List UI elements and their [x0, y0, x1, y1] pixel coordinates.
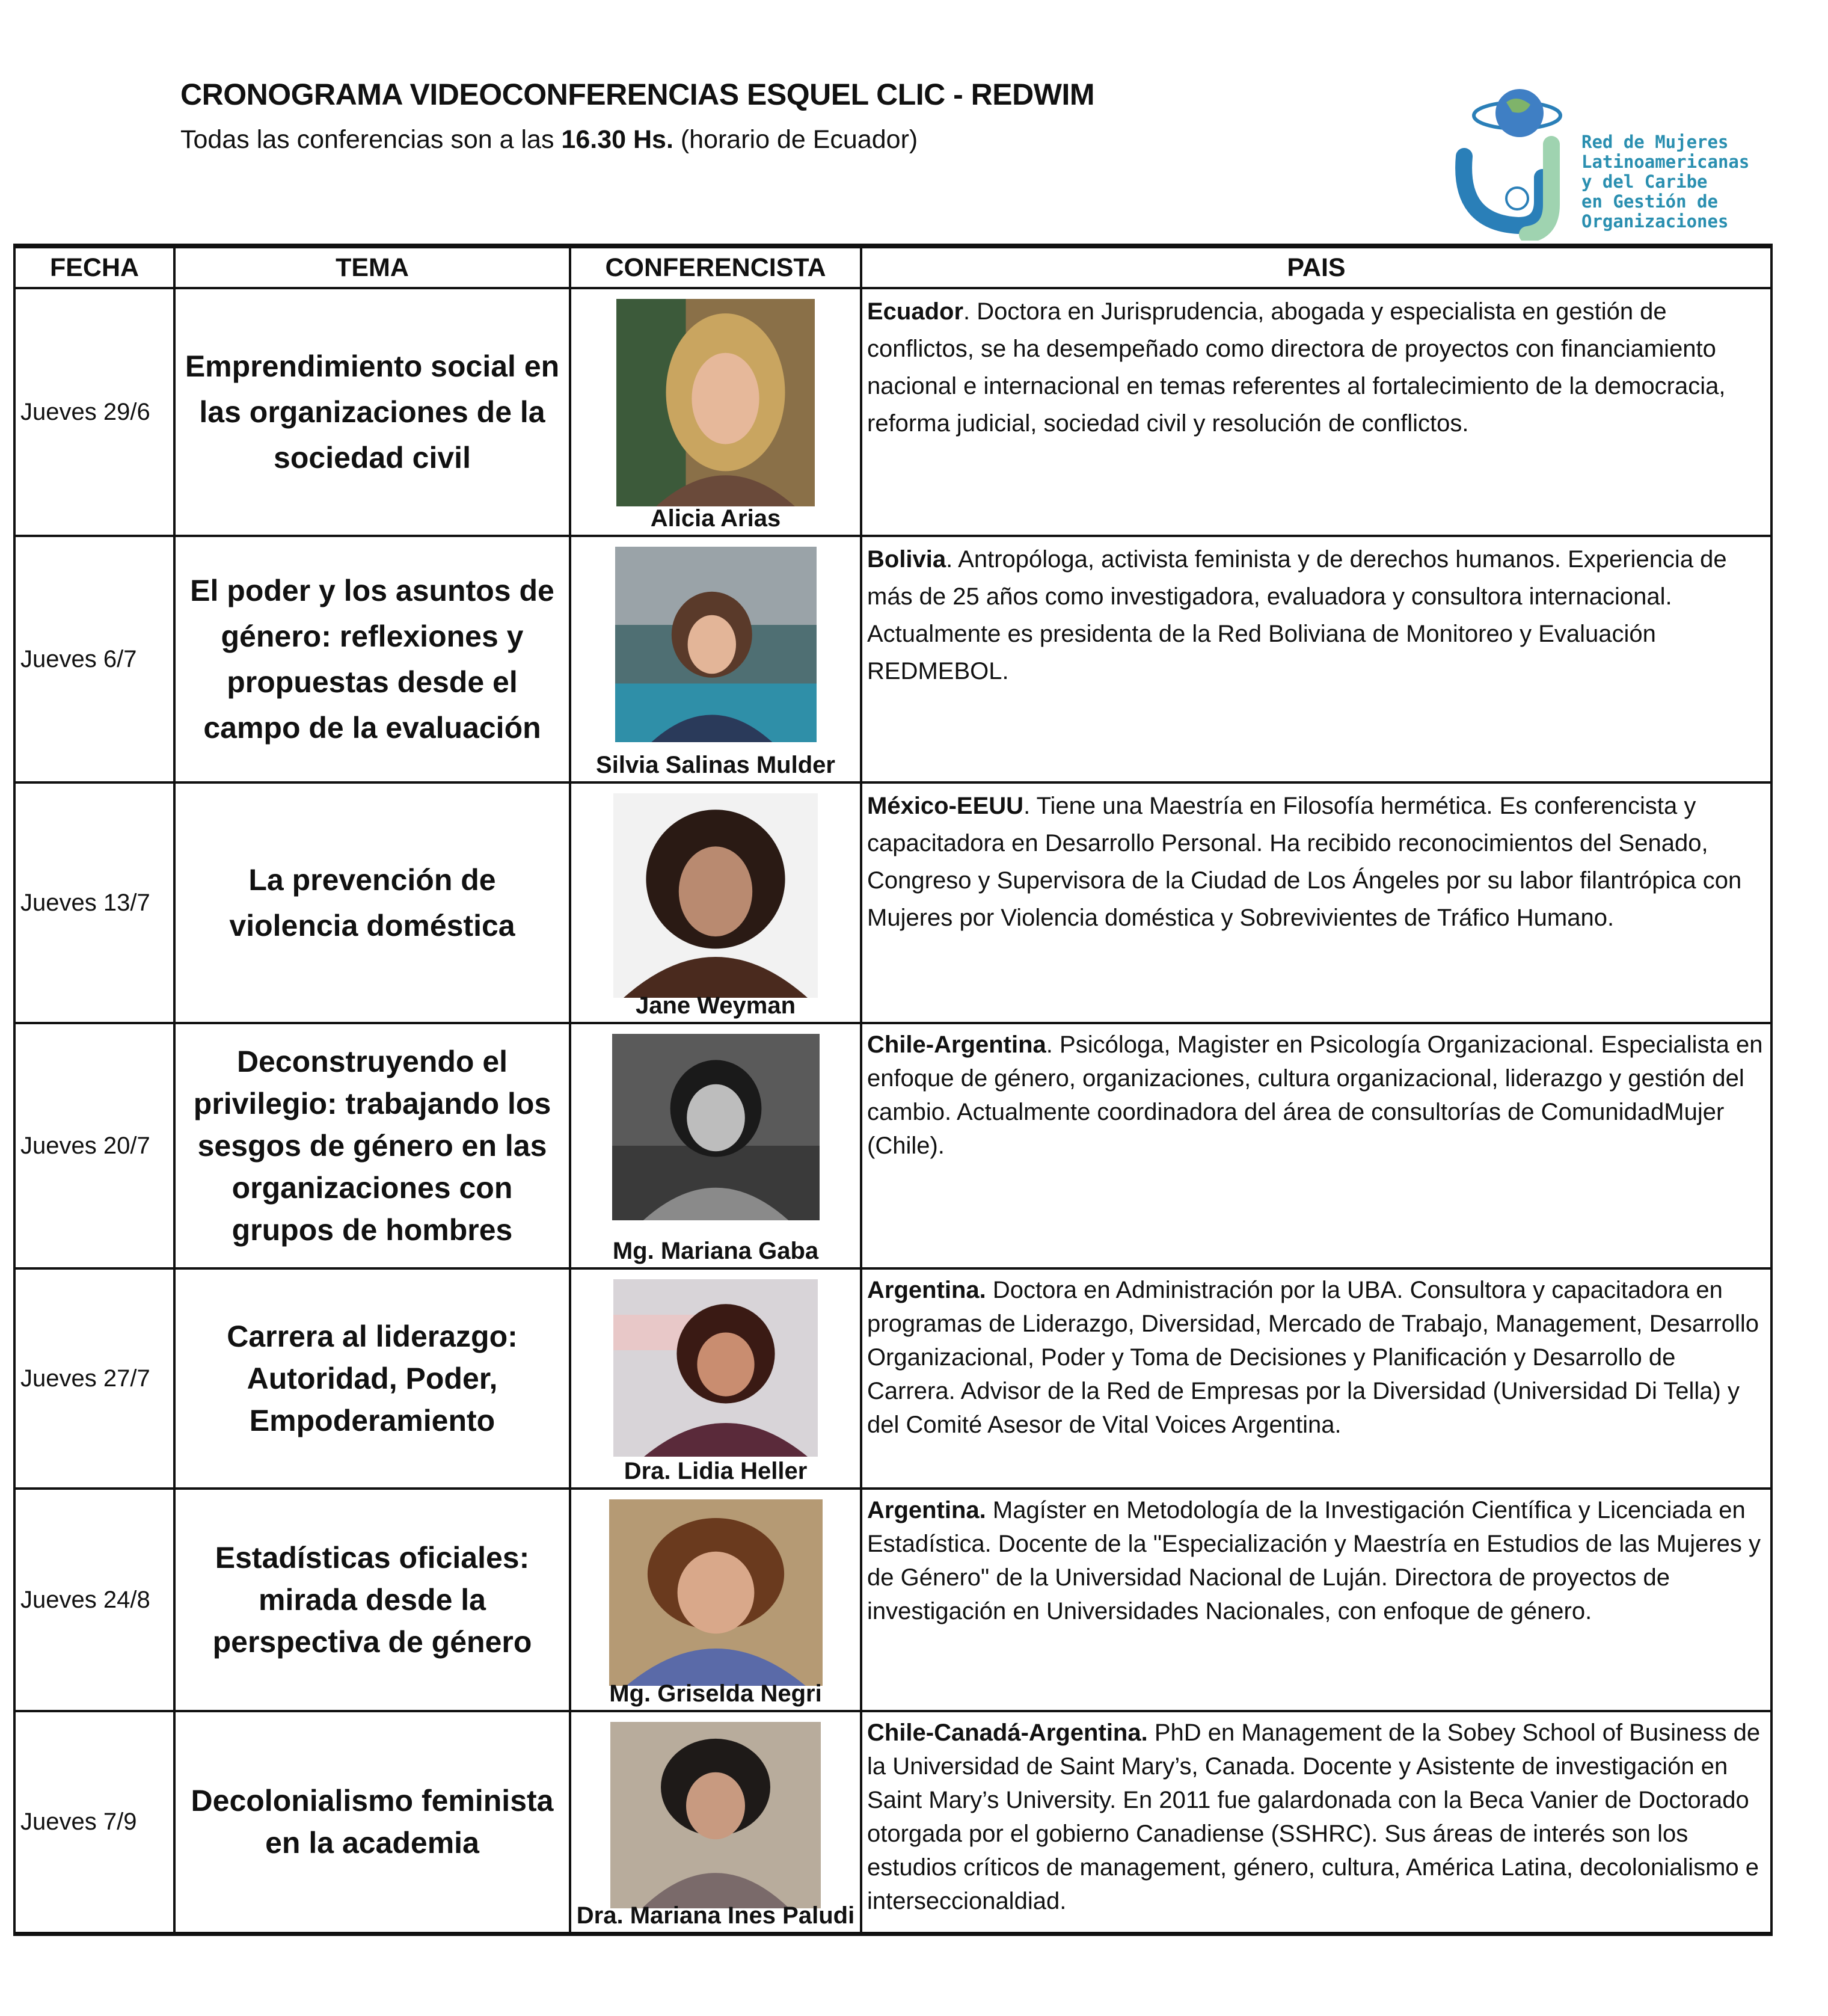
- logo-line: Latinoamericanas: [1581, 152, 1750, 172]
- country-label: Chile-Argentina: [867, 1031, 1046, 1058]
- conference-schedule-table: [13, 244, 1773, 1936]
- speaker-photo: [609, 1499, 823, 1686]
- date-cell: Jueves 6/7: [14, 536, 174, 782]
- header-tema: TEMA: [174, 246, 570, 288]
- bio-text: . Tiene una Maestría en Filosofía hermética. Es conferencista y capacitadora en Desarrollo Personal. Ha recibido reconocimientos del Senado, Congreso y Supervisora de la Ciudad de Los Ángeles por su labor filantrópica con Mujeres por Violencia doméstica y Sobrevivientes de Tráfico Humano.: [867, 793, 1742, 931]
- bio-cell: [861, 1023, 1771, 1268]
- speaker-photo: [613, 1279, 818, 1457]
- topic-cell: Decolonialismo feminista en la academia: [174, 1711, 570, 1934]
- redwim-logo: [1446, 78, 1759, 241]
- bio-cell: [861, 782, 1771, 1023]
- bio-cell: [861, 1711, 1771, 1934]
- topic-cell: El poder y los asuntos de género: reflexiones y propuestas desde el campo de la evaluación: [174, 536, 570, 782]
- date-cell: Jueves 29/6: [14, 288, 174, 536]
- portrait-image: [610, 1722, 821, 1908]
- date-cell: Jueves 13/7: [14, 782, 174, 1023]
- logo-line: Red de Mujeres: [1581, 132, 1729, 152]
- table-header-row: [14, 246, 1771, 288]
- country-label: Chile-Canadá-Argentina.: [867, 1719, 1148, 1746]
- topic-cell: La prevención de violencia doméstica: [174, 782, 570, 1023]
- table-row: [14, 1023, 1771, 1268]
- speaker-cell: [570, 1489, 861, 1711]
- speaker-name: Silvia Salinas Mulder: [596, 752, 835, 778]
- speaker-photo: [612, 1034, 820, 1220]
- country-label: Ecuador: [867, 298, 964, 325]
- table-row: [14, 1489, 1771, 1711]
- portrait-image: [612, 1034, 820, 1220]
- bio-cell: [861, 1268, 1771, 1489]
- redwim-logo-mark: [1446, 78, 1584, 241]
- speaker-cell: [570, 1023, 861, 1268]
- bio-cell: [861, 536, 1771, 782]
- country-label: Argentina.: [867, 1277, 986, 1303]
- portrait-image: [609, 1499, 823, 1686]
- speaker-cell: [570, 1711, 861, 1934]
- country-label: México-EEUU: [867, 793, 1024, 819]
- bio-text: . Doctora en Jurisprudencia, abogada y especialista en gestión de conflictos, se ha desempeñado como directora de proyectos con financiamiento nacional e internacional en temas referentes al fortalecimiento de la democracia, reforma judicial, sociedad civil y resolución de conflictos.: [867, 298, 1726, 437]
- portrait-image: [613, 793, 818, 998]
- country-label: Bolivia: [867, 546, 946, 573]
- portrait-image: [615, 547, 817, 742]
- speaker-name: Alicia Arias: [650, 505, 781, 532]
- schedule-note-time: 16.30 Hs.: [561, 125, 673, 154]
- bio-text: PhD en Management de la Sobey School of Business de la Universidad de Saint Mary’s, Canada. Docente y Asistente de investigación en Saint Mary’s University. En 2011 fue galardonada con la Beca Vanier de Doctorado otorgada por el gobierno Canadiense (SSHRC). Sus áreas de interés son los estudios críticos de management, género, cultura, América Latina, decolonialismo e interseccionaldiad.: [867, 1719, 1761, 1914]
- table-row: [14, 1711, 1771, 1934]
- topic-cell: Deconstruyendo el privilegio: trabajando los sesgos de género en las organizaciones con grupos de hombres: [174, 1023, 570, 1268]
- topic-cell: Carrera al liderazgo: Autoridad, Poder, Empoderamiento: [174, 1268, 570, 1489]
- redwim-logo-text: [1581, 132, 1749, 232]
- speaker-name: Dra. Mariana Ines Paludi: [576, 1902, 855, 1929]
- bio-text: Doctora en Administración por la UBA. Consultora y capacitadora en programas de Liderazgo, Diversidad, Mercado de Trabajo, Management, Desarrollo Organizacional, Poder y Toma de Decisiones y Planificación y Desarrollo de Carrera. Advisor de la Red de Empresas por la Diversidad (Universidad Di Tella) y del Comité Asesor de Vital Voices Argentina.: [867, 1277, 1759, 1438]
- bio-text: . Antropóloga, activista feminista y de derechos humanos. Experiencia de más de 25 años como investigadora, evaluadora y consultora internacional. Actualmente es presidenta de la Red Boliviana de Monitoreo y Evaluación REDMEBOL.: [867, 546, 1727, 684]
- page-title: CRONOGRAMA VIDEOCONFERENCIAS ESQUEL CLIC - REDWIM: [180, 78, 1094, 111]
- speaker-name: Dra. Lidia Heller: [624, 1458, 808, 1484]
- topic-cell: Emprendimiento social en las organizaciones de la sociedad civil: [174, 288, 570, 536]
- bio-cell: [861, 1489, 1771, 1711]
- header-conferencista: CONFERENCISTA: [570, 246, 861, 288]
- portrait-image: [616, 299, 815, 506]
- speaker-photo: [615, 547, 817, 742]
- logo-line: Organizaciones: [1581, 211, 1729, 232]
- topic-cell: Estadísticas oficiales: mirada desde la perspectiva de género: [174, 1489, 570, 1711]
- speaker-cell: [570, 536, 861, 782]
- bio-text: Magíster en Metodología de la Investigación Científica y Licenciada en Estadística. Docente de la "Especialización y Maestría en Estudios de las Mujeres y de Género" de la Universidad Nacional de Luján. Directora de proyectos de investigación en Universidades Nacionales, con enfoque de género.: [867, 1497, 1761, 1624]
- speaker-photo: [616, 299, 815, 506]
- table-row: [14, 1268, 1771, 1489]
- speaker-cell: [570, 1268, 861, 1489]
- schedule-note-post: (horario de Ecuador): [673, 125, 918, 154]
- bio-cell: [861, 288, 1771, 536]
- country-label: Argentina.: [867, 1497, 986, 1523]
- header-fecha: FECHA: [14, 246, 174, 288]
- schedule-note-pre: Todas las conferencias son a las: [180, 125, 562, 154]
- date-cell: Jueves 24/8: [14, 1489, 174, 1711]
- speaker-cell: [570, 782, 861, 1023]
- logo-line: y del Caribe: [1581, 171, 1708, 192]
- bio-text: . Psicóloga, Magister en Psicología Organizacional. Especialista en enfoque de género, organizaciones, cultura organizacional, liderazgo y gestión del cambio. Actualmente coordinadora del área de consultorías de ComunidadMujer (Chile).: [867, 1031, 1763, 1159]
- portrait-image: [613, 1279, 818, 1457]
- speaker-name: Mg. Mariana Gaba: [612, 1238, 819, 1264]
- date-cell: Jueves 7/9: [14, 1711, 174, 1934]
- header-pais: PAIS: [861, 246, 1771, 288]
- table-row: [14, 782, 1771, 1023]
- speaker-name: Jane Weyman: [635, 992, 796, 1019]
- speaker-cell: [570, 288, 861, 536]
- speaker-photo: [610, 1722, 821, 1908]
- speaker-photo: [613, 793, 818, 998]
- date-cell: Jueves 20/7: [14, 1023, 174, 1268]
- date-cell: Jueves 27/7: [14, 1268, 174, 1489]
- schedule-note: [180, 125, 918, 155]
- speaker-name: Mg. Griselda Negri: [609, 1680, 822, 1707]
- table-row: [14, 288, 1771, 536]
- logo-line: en Gestión de: [1581, 191, 1718, 212]
- table-row: [14, 536, 1771, 782]
